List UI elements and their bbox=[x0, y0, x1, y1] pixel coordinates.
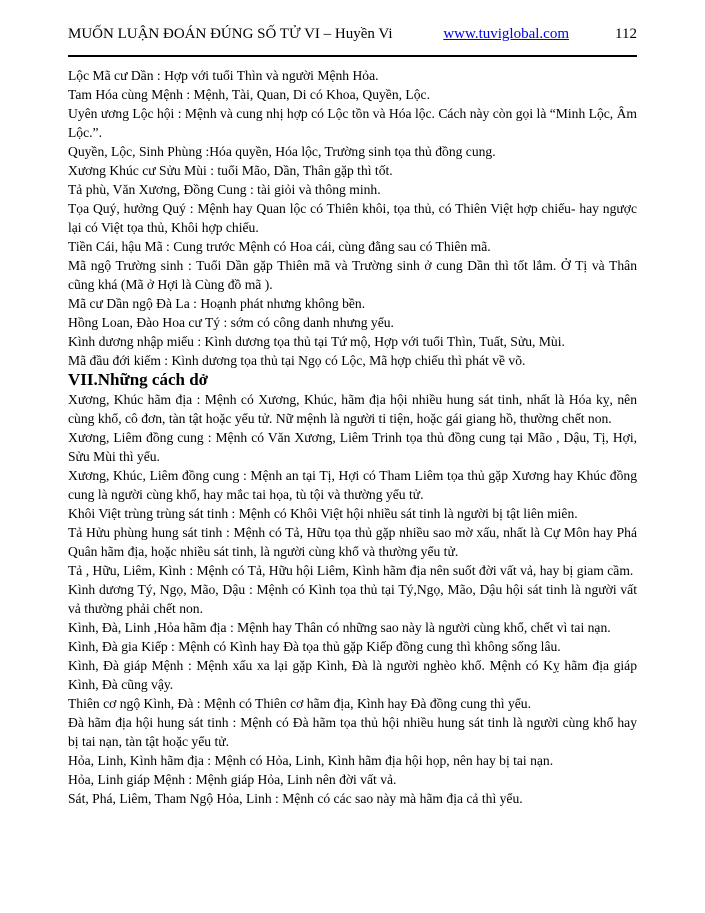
body-paragraph: Kình, Đà giáp Mệnh : Mệnh xấu xa lại gặp Kình, Đà là người nghèo khổ. Mệnh có Kỵ hãm địa giáp Kình, Đà cũng vậy. bbox=[68, 658, 637, 692]
body-paragraph: Hồng Loan, Đào Hoa cư Tý : sớm có công danh nhưng yểu. bbox=[68, 315, 394, 330]
page-header bbox=[68, 24, 637, 44]
body-paragraph: Mã đầu đới kiếm : Kình dương tọa thủ tại Ngọ có Lộc, Mã hợp chiếu thì phát về võ. bbox=[68, 353, 526, 368]
document-title: MUỐN LUẬN ĐOÁN ĐÚNG SỐ TỬ VI – Huyền Vi bbox=[68, 26, 393, 42]
body-paragraph: Hỏa, Linh, Kình hãm địa : Mệnh có Hỏa, Linh, Kình hãm địa hội họp, nên hay bị tai nạn. bbox=[68, 753, 554, 768]
body-paragraph: Khôi Việt trùng trùng sát tinh : Mệnh có Khôi Việt hội nhiều sát tinh là người bị tật liên miên. bbox=[68, 506, 578, 521]
page-number: 112 bbox=[615, 26, 637, 42]
body-paragraph: Hỏa, Linh giáp Mệnh : Mệnh giáp Hỏa, Linh nên đời vất vả. bbox=[68, 772, 397, 787]
body-paragraph: Kình, Đà, Linh ,Hỏa hãm địa : Mệnh hay Thân có những sao này là người cùng khổ, chết vì tai nạn. bbox=[68, 620, 611, 635]
body-paragraph: Uyên ương Lộc hội : Mệnh và cung nhị hợp có Lộc tồn và Hóa lộc. Cách này còn gọi là “Minh Lộc, Âm Lộc.”. bbox=[68, 106, 637, 140]
body-paragraph: Tả Hửu phùng hung sát tinh : Mệnh có Tả, Hữu tọa thủ gặp nhiều sao mờ xấu, nhất là Cự Môn hay Phá Quân hãm địa, hoặc nhiều sát tinh, là người cùng khổ và thường yểu tử. bbox=[68, 525, 637, 559]
body-paragraph: Sát, Phá, Liêm, Tham Ngộ Hỏa, Linh : Mệnh có các sao này mà hãm địa cả thì yểu. bbox=[68, 791, 523, 806]
body-paragraph: Lộc Mã cư Dần : Hợp với tuổi Thìn và người Mệnh Hỏa. bbox=[68, 68, 379, 83]
body-paragraph: Tiền Cái, hậu Mã : Cung trước Mệnh có Hoa cái, cùng đằng sau có Thiên mã. bbox=[68, 239, 491, 254]
website-link[interactable]: www.tuviglobal.com bbox=[443, 26, 569, 42]
body-paragraph: Tam Hóa cùng Mệnh : Mệnh, Tài, Quan, Di có Khoa, Quyền, Lộc. bbox=[68, 87, 430, 102]
body-paragraph: Thiên cơ ngộ Kình, Đà : Mệnh có Thiên cơ hãm địa, Kình hay Đà đồng cung thì yểu. bbox=[68, 696, 531, 711]
body-paragraph: Quyền, Lộc, Sinh Phùng :Hóa quyền, Hóa lộc, Trường sinh tọa thủ đồng cung. bbox=[68, 144, 496, 159]
body-paragraph: Mã cư Dần ngộ Đà La : Hoạnh phát nhưng không bền. bbox=[68, 296, 366, 311]
body-paragraph: Tả phù, Văn Xương, Đồng Cung : tài giỏi và thông minh. bbox=[68, 182, 381, 197]
body-paragraph: Xương, Khúc, Liêm đồng cung : Mệnh an tại Tị, Hợi có Tham Liêm tọa thủ gặp Xương hay Khúc đồng cung là người cùng khổ, hay mắc tai họa, tù tội và thường yểu tử. bbox=[68, 468, 637, 502]
body-paragraph: Xương Khúc cư Sửu Mùi : tuổi Mão, Dần, Thân gặp thì tốt. bbox=[68, 163, 393, 178]
header-divider bbox=[68, 55, 637, 57]
body-paragraph: Kình dương Tý, Ngọ, Mão, Dậu : Mệnh có Kình tọa thủ tại Tý,Ngọ, Mão, Dậu hội sát tinh là người vất vả thường phải chết non. bbox=[68, 582, 637, 616]
body-paragraph: Kình, Đà gia Kiếp : Mệnh có Kình hay Đà tọa thủ gặp Kiếp đồng cung thì không sống lâu. bbox=[68, 639, 561, 654]
body-paragraph: Đà hãm địa hội hung sát tinh : Mệnh có Đà hãm tọa thủ hội nhiều hung sát tinh là người cùng khổ hay bị tai nạn, tàn tật hoặc yểu tử. bbox=[68, 715, 637, 749]
body-paragraph: Xương, Liêm đồng cung : Mệnh có Văn Xương, Liêm Trinh tọa thủ đồng cung tại Mão , Dậu, Tị, Hợi, Sửu Mùi thì yểu. bbox=[68, 430, 637, 464]
section-heading: VII.Những cách dở bbox=[68, 370, 209, 389]
body-paragraph: Mã ngộ Trường sinh : Tuổi Dần gặp Thiên mã và Trường sinh ở cung Dần thì tốt lắm. Ở Tị và Thân cũng khá (Mã ở Hợi là Cùng đồ mã ). bbox=[68, 258, 637, 292]
body-paragraph: Kình dương nhập miếu : Kình dương tọa thủ tại Tứ mộ, Hợp với tuổi Thìn, Tuất, Sửu, Mùi. bbox=[68, 334, 565, 349]
body-paragraph: Xương, Khúc hãm địa : Mệnh có Xương, Khúc, hãm địa hội nhiều hung sát tinh, nhất là Hóa kỵ, nên cùng khổ, cô đơn, tàn tật hoặc yểu tử. Nữ mệnh là người ti tiện, hoặc gái giang hồ, thường chết non. bbox=[68, 392, 637, 426]
body-paragraph: Tọa Quý, hưởng Quý : Mệnh hay Quan lộc có Thiên khôi, tọa thủ, có Thiên Việt hợp chiếu- hay ngược lại có Việt tọa thủ, Khôi hợp chiếu. bbox=[68, 201, 637, 235]
document-body bbox=[68, 66, 637, 808]
body-paragraph: Tả , Hữu, Liêm, Kình : Mệnh có Tả, Hữu hội Liêm, Kình hãm địa nên suốt đời vất vả, hay bị giam cầm. bbox=[68, 563, 634, 578]
